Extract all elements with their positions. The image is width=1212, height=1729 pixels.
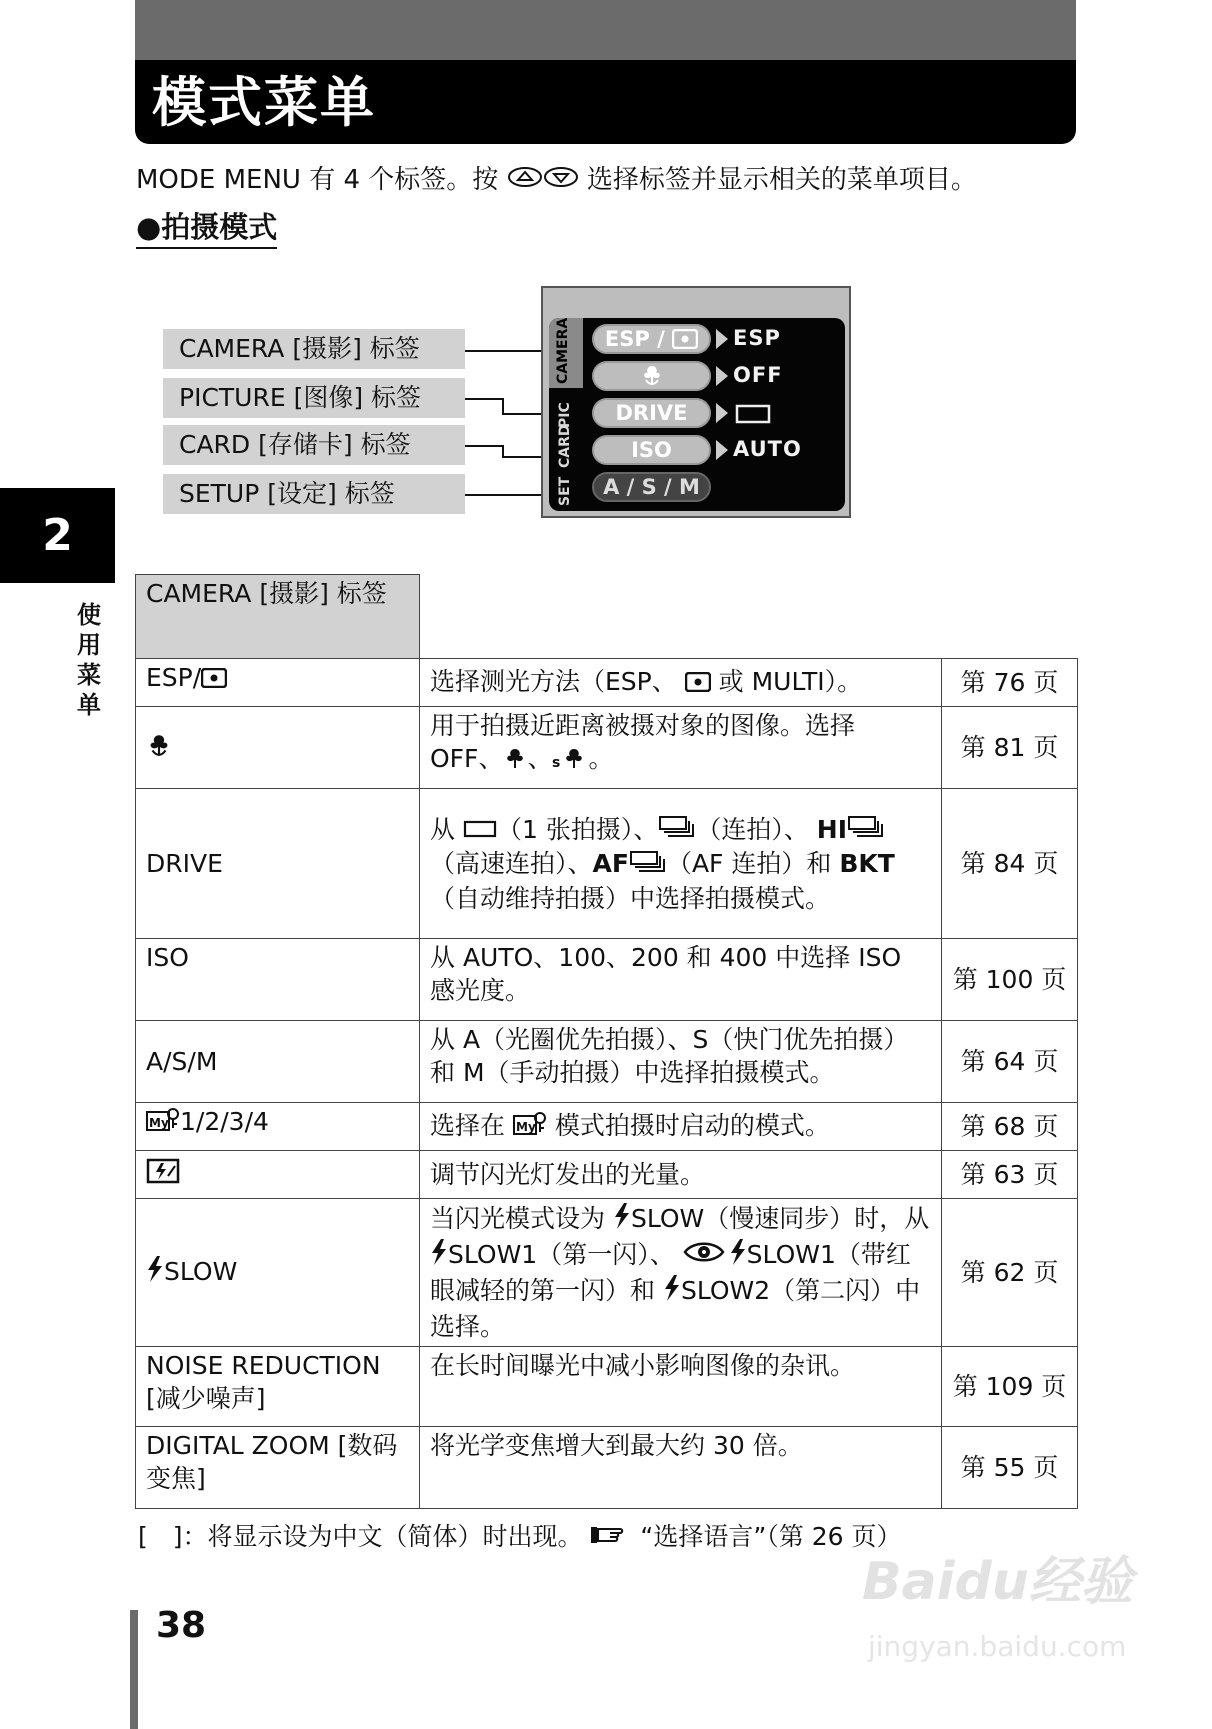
macro-flower-icon [503, 744, 527, 777]
svg-text:s: s [552, 754, 561, 769]
row-desc-hi: HI [816, 814, 848, 844]
table-cell-desc [420, 1199, 942, 1347]
table-cell-page: 第 81 页 [942, 707, 1078, 789]
row-desc-cont: （AF 连拍）和 [666, 849, 832, 878]
sequential-shooting-icon [658, 814, 696, 847]
screen-tab-card: CARD [557, 424, 573, 468]
table-cell-page: 第 64 页 [942, 1021, 1078, 1103]
intro-text-after: 选择标签并显示相关的菜单项目。 [586, 165, 977, 195]
footnote-text: [ ]：将显示设为中文（简体）时出现。 [138, 1522, 583, 1551]
label-setup-tab: SETUP [设定] 标签 [163, 474, 465, 514]
high-speed-sequential-icon [847, 814, 885, 847]
row-desc-end: 。 [588, 744, 614, 773]
macro-flower-icon [146, 732, 172, 765]
leader-line [502, 398, 504, 414]
screen-item-drive: DRIVE [592, 398, 711, 428]
page-number: 38 [156, 1605, 207, 1646]
table-row [136, 1347, 1078, 1427]
flash-icon [146, 1255, 164, 1291]
table-cell-page: 第 68 页 [942, 1103, 1078, 1151]
arrow-right-icon [716, 366, 728, 386]
flash-icon [663, 1274, 681, 1310]
table-row [136, 789, 1078, 939]
af-sequential-icon [629, 849, 667, 882]
red-eye-reduction-icon [683, 1239, 729, 1273]
spot-metering-icon [672, 329, 698, 356]
table-cell-page: 第 55 页 [942, 1427, 1078, 1509]
table-cell-name [136, 1151, 420, 1199]
chapter-number: 2 [42, 510, 73, 561]
table-row [136, 1199, 1078, 1347]
table-cell-page: 第 100 页 [942, 939, 1078, 1021]
spot-metering-icon [201, 663, 227, 696]
menu-items-table [135, 574, 1078, 1509]
leader-line [465, 398, 503, 400]
arrow-right-icon [716, 329, 728, 349]
table-cell-name [136, 1199, 420, 1347]
watermark-logo: Baidu经验 [862, 1552, 1133, 1612]
row-desc-bkt: BKT [839, 849, 895, 878]
table-cell-name [136, 659, 420, 707]
screen-item-asm: A / S / M [592, 472, 711, 502]
row-desc-cont: SLOW1（第一闪）、 [448, 1240, 675, 1269]
screen-value-macro: OFF [733, 363, 783, 387]
row-desc-cont: SLOW1（带红眼减轻的第一闪）和 [430, 1240, 911, 1305]
chapter-label: 使用菜单 [77, 601, 101, 719]
row-name-slow: SLOW [164, 1256, 238, 1286]
table-cell-desc: 从 A（光圈优先拍摄）、S（快门优先拍摄）和 M（手动拍摄）中选择拍摄模式。 [420, 1021, 942, 1103]
svg-text:My: My [149, 1115, 169, 1130]
pointing-hand-reference-icon [590, 1521, 632, 1555]
table-cell-name [136, 707, 420, 789]
macro-flower-icon [640, 364, 664, 393]
table-cell-desc: 将光学变焦增大到最大约 30 倍。 [420, 1427, 942, 1509]
label-picture-tab: PICTURE [图像] 标签 [163, 378, 465, 418]
label-camera-tab: CAMERA [摄影] 标签 [163, 329, 465, 369]
table-cell-name [136, 1103, 420, 1151]
flash-icon [430, 1238, 448, 1274]
table-cell-desc: 调节闪光灯发出的光量。 [420, 1151, 942, 1199]
row-desc-af: AF [592, 849, 629, 878]
row-desc-cont: （自动维持拍摄）中选择拍摄模式。 [430, 883, 831, 913]
super-macro-icon [552, 744, 588, 777]
screen-tab-set: SET [557, 476, 573, 506]
table-cell-name: A/S/M [136, 1021, 420, 1103]
row-desc: 当闪光模式设为 [430, 1204, 606, 1233]
screen-value-iso: AUTO [733, 437, 802, 461]
intro-text-before: MODE MENU 有 4 个标签。按 [136, 165, 499, 195]
table-row [136, 1151, 1078, 1199]
arrow-right-icon [716, 403, 728, 423]
arrow-right-icon [716, 440, 728, 460]
table-cell-desc [420, 789, 942, 939]
row-desc: 选择在 [430, 1111, 506, 1141]
screen-value-esp: ESP [733, 326, 781, 350]
my-mode-icon [146, 1107, 180, 1140]
table-cell-page: 第 109 页 [942, 1347, 1078, 1427]
intro-text [136, 162, 977, 199]
screen-tab-pic: PIC [557, 402, 573, 428]
table-cell-page: 第 76 页 [942, 659, 1078, 707]
table-cell-desc [420, 1103, 942, 1151]
table-header-cell: CAMERA [摄影] 标签 [136, 575, 420, 659]
table-cell-name: NOISE REDUCTION [减少噪声] [136, 1347, 420, 1427]
table-row [136, 939, 1078, 1021]
row-desc: 从 [430, 814, 456, 844]
table-row [136, 1427, 1078, 1509]
page-title: 模式菜单 [152, 71, 376, 134]
table-cell-desc [420, 707, 942, 789]
table-cell-page: 第 63 页 [942, 1151, 1078, 1199]
page-number-bar [130, 1610, 138, 1729]
row-name-mymode: 1/2/3/4 [180, 1107, 269, 1136]
watermark-url: jingyan.baidu.com [868, 1630, 1127, 1663]
spot-metering-icon [685, 667, 711, 700]
table-cell-name: DRIVE [136, 789, 420, 939]
table-row [136, 1103, 1078, 1151]
row-desc-cont: （高速连拍）、 [430, 849, 593, 878]
row-desc-cont: （1 张拍摄）、 [496, 814, 659, 844]
table-cell-desc: 从 AUTO、100、200 和 400 中选择 ISO 感光度。 [420, 939, 942, 1021]
table-cell-name: ISO [136, 939, 420, 1021]
row-desc-cont: 模式拍摄时启动的模式。 [554, 1111, 830, 1141]
label-card-tab: CARD [存储卡] 标签 [163, 425, 465, 465]
leader-line [465, 445, 503, 447]
row-desc: 用于拍摄近距离被摄对象的图像。选择 OFF、 [430, 711, 856, 773]
single-frame-icon [463, 814, 497, 847]
table-cell-page: 第 62 页 [942, 1199, 1078, 1347]
row-name-esp: ESP/ [146, 663, 202, 692]
row-desc-cont: SLOW（慢速同步）时，从 [630, 1204, 930, 1233]
screen-item-esp [592, 324, 711, 354]
table-header-row [136, 575, 1078, 659]
table-cell-name: DIGITAL ZOOM [数码变焦] [136, 1427, 420, 1509]
single-frame-icon [735, 404, 771, 428]
table-row [136, 1021, 1078, 1103]
row-desc-cont: SLOW2（第二闪）中选择。 [430, 1276, 921, 1341]
header-bar-top [135, 0, 1076, 60]
table-cell-desc: 在长时间曝光中减小影响图像的杂讯。 [420, 1347, 942, 1427]
my-mode-icon [513, 1111, 547, 1144]
flash-icon [729, 1238, 747, 1274]
arrow-pad-up-down-icon [507, 163, 579, 199]
footnote-ref: “选择语言”（第 26 页） [640, 1522, 902, 1551]
section-title: ●拍摄模式 [136, 208, 277, 249]
flash-intensity-icon [146, 1158, 180, 1192]
table-cell-desc [420, 659, 942, 707]
table-row [136, 659, 1078, 707]
row-desc-cont: （连拍）、 [696, 814, 809, 844]
flash-icon [613, 1202, 631, 1238]
table-cell-page: 第 84 页 [942, 789, 1078, 939]
row-desc: 选择测光方法（ESP、 [430, 667, 677, 697]
screen-tab-camera: CAMERA [555, 317, 571, 384]
row-desc-cont: 或 MULTI）。 [718, 667, 863, 697]
screen-item-esp-label: ESP / [604, 327, 665, 351]
leader-line [465, 494, 550, 496]
table-row [136, 707, 1078, 789]
leader-line [465, 350, 550, 352]
screen-item-macro [592, 361, 711, 391]
svg-text:My: My [515, 1119, 536, 1134]
screen-item-iso: ISO [592, 435, 711, 465]
footnote [138, 1520, 902, 1555]
row-desc-cont: 、 [527, 744, 553, 773]
